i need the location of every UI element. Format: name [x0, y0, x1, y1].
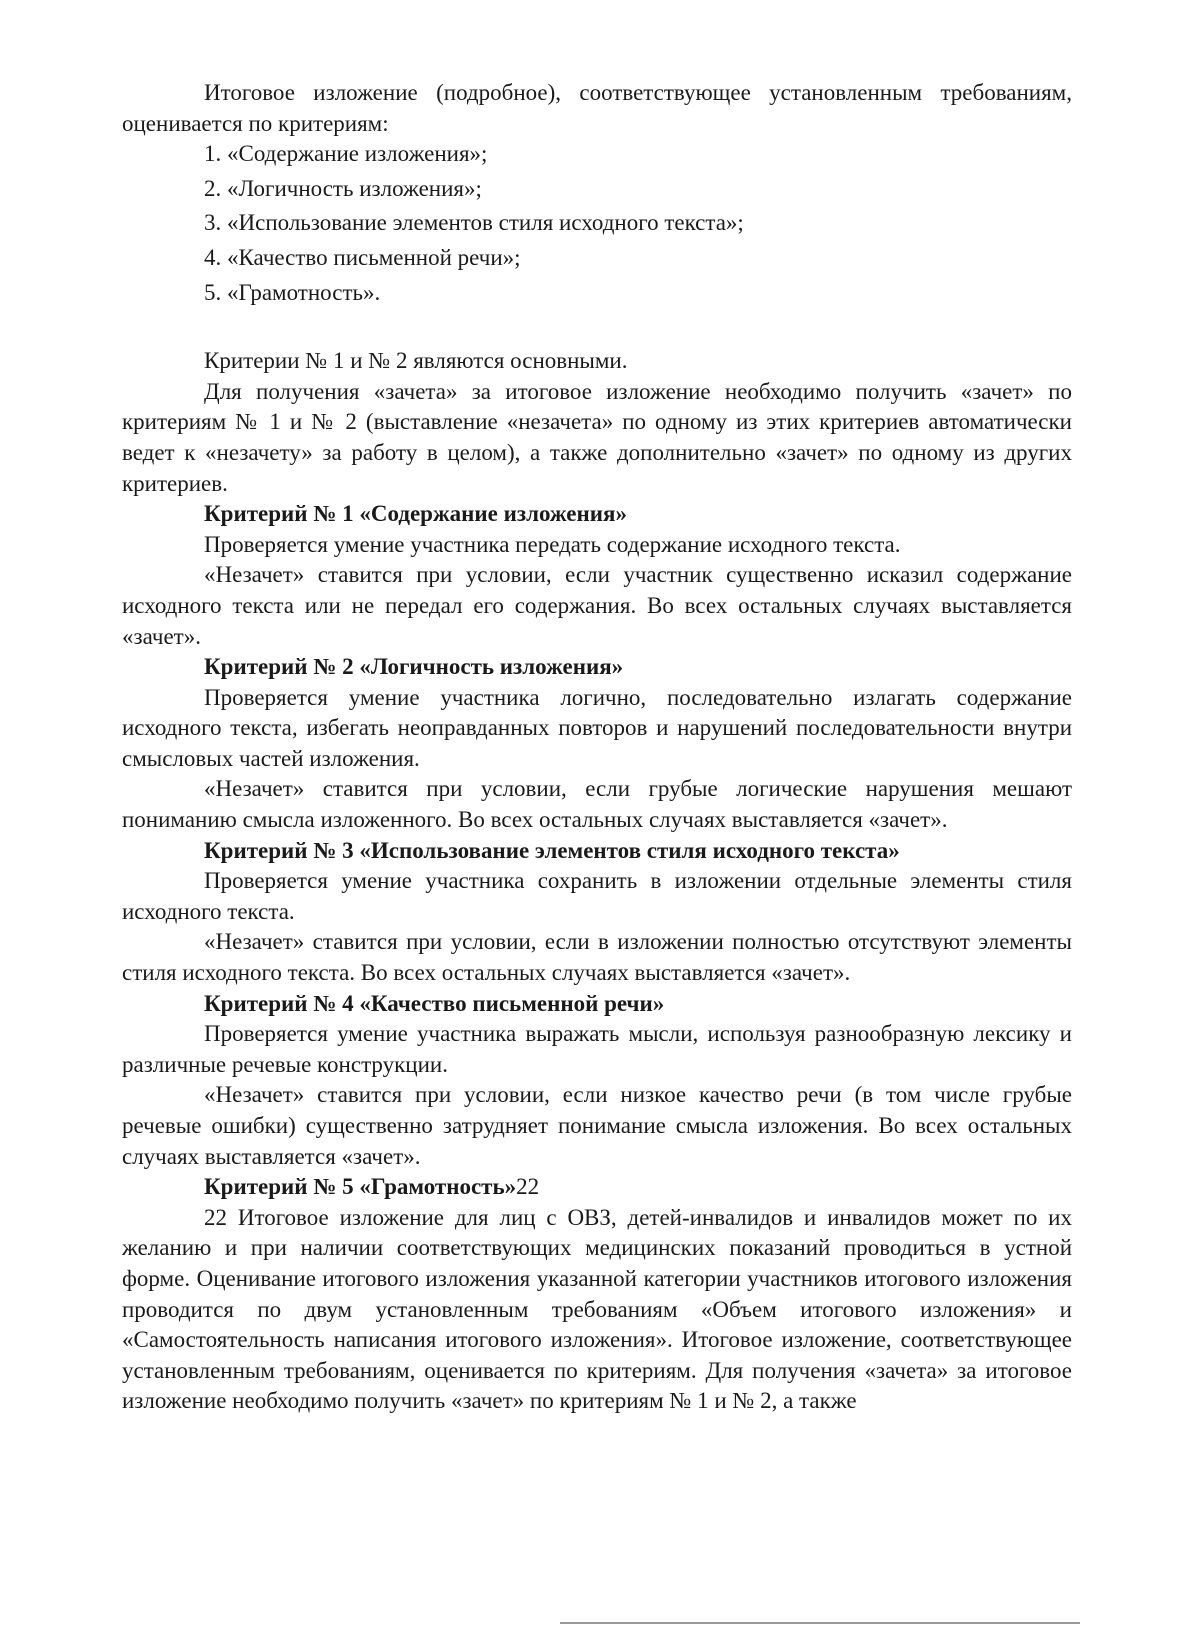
criterion3-heading: Критерий № 3 «Использование элементов стиля исходного текста»: [204, 837, 900, 863]
criterion1-heading: Критерий № 1 «Содержание изложения»: [204, 501, 627, 527]
footnote-reference: 22: [516, 1174, 540, 1200]
criterion3-check: Проверяется умение участника сохранить в изложении отдельные элементы стиля исходного текста.: [122, 868, 1072, 924]
criteria-list-item: 1. «Содержание изложения»;: [204, 141, 488, 167]
criteria-list-item: 2. «Логичность изложения»;: [204, 175, 482, 201]
criterion4-check: Проверяется умение участника выражать мысли, используя разнообразную лексику и различные речевые конструкции.: [122, 1021, 1072, 1077]
spacer: [122, 312, 1072, 346]
criterion1-fail: «Незачет» ставится при условии, если участник существенно исказил содержание исходного текста или не передал его содержания. Во всех остальных случаях выставляется «зачет».: [122, 562, 1072, 649]
footnote-text: 22 Итоговое изложение для лиц с ОВЗ, детей-инвалидов и инвалидов может по их желанию и при наличии соответствующих медицинских показаний проводиться в устной форме. Оценивание итогового изложения указанной категории участников итогового изложения проводится по двум установленным требованиям «Объем итогового изложения» и «Самостоятельность написания итогового изложения». Итоговое изложение, соответствующее установленным требованиям, оценивается по критериям. Для получения «зачета» за итоговое изложение необходимо получить «зачет» по критериям № 1 и № 2, а также: [122, 1204, 1072, 1414]
criteria-list-item: 5. «Грамотность».: [204, 279, 381, 305]
main-criteria-statement: Критерии № 1 и № 2 являются основными.: [204, 348, 628, 374]
footer-divider: [560, 1622, 1080, 1624]
criterion2-fail: «Незачет» ставится при условии, если грубые логические нарушения мешают пониманию смысла изложенного. Во всех остальных случаях выставляется «зачет».: [122, 776, 1072, 833]
criterion2-heading: Критерий № 2 «Логичность изложения»: [204, 654, 624, 680]
criterion5-heading-line: [122, 1172, 1072, 1203]
intro-paragraph: Итоговое изложение (подробное), соответствующее установленным требованиям, оценивается по критериям:: [122, 80, 1072, 136]
criteria-list: [122, 139, 1072, 308]
main-criteria-requirement: Для получения «зачета» за итоговое изложение необходимо получить «зачет» по критериям № 1 и № 2 (выставление «незачета» по одному из этих критериев автоматически ведет к «незачету» за работу в целом), а также дополнительно «зачет» по одному из других критериев.: [122, 378, 1072, 496]
criteria-list-item: 3. «Использование элементов стиля исходного текста»;: [204, 210, 744, 236]
criteria-list-item: 4. «Качество письменной речи»;: [204, 244, 521, 270]
criterion4-heading: Критерий № 4 «Качество письменной речи»: [204, 990, 665, 1016]
criterion1-check: Проверяется умение участника передать содержание исходного текста.: [204, 531, 901, 557]
criterion3-fail: «Незачет» ставится при условии, если в изложении полностью отсутствуют элементы стиля исходного текста. Во всех остальных случаях выставляется «зачет».: [122, 929, 1072, 986]
criterion5-heading: Критерий № 5 «Грамотность»: [204, 1174, 517, 1200]
criterion2-check: Проверяется умение участника логично, последовательно излагать содержание исходного текста, избегать неоправданных повторов и нарушений последовательности внутри смысловых частей изложения.: [122, 684, 1072, 771]
document-body: [122, 78, 1072, 1417]
criterion4-fail: «Незачет» ставится при условии, если низкое качество речи (в том числе грубые речевые ошибки) существенно затрудняет понимание смысла изложения. Во всех остальных случаях выставляется «зачет».: [122, 1082, 1072, 1169]
